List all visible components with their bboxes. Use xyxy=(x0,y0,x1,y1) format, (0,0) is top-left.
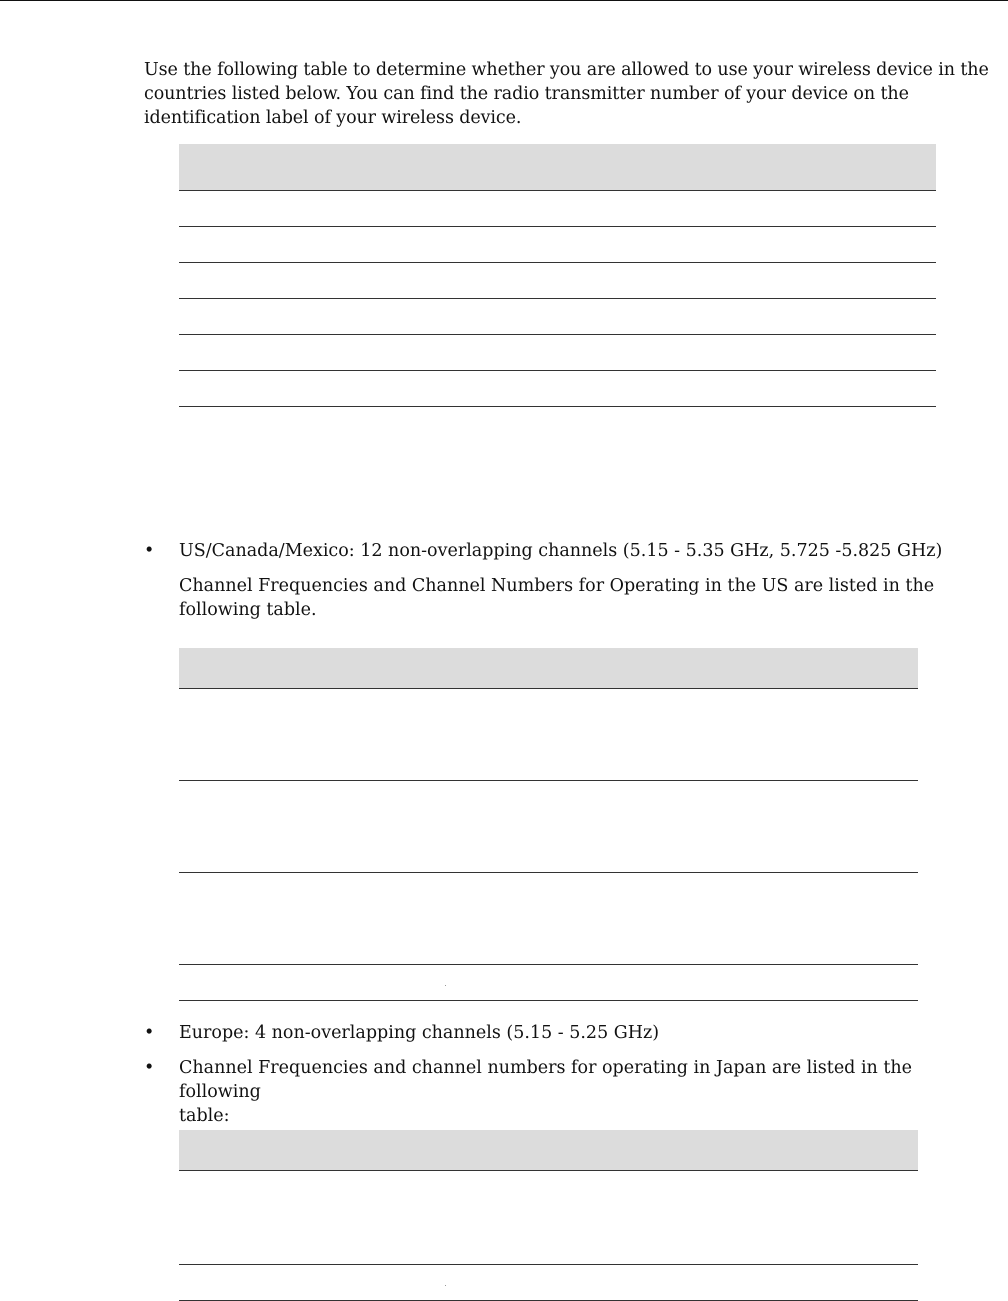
table-cell-mark xyxy=(445,985,446,986)
bullet-europe-text: Europe: 4 non-overlapping channels (5.15 - 5.25 GHz) xyxy=(179,1023,660,1043)
japan-channel-table xyxy=(179,1130,918,1301)
bullet-marker: • xyxy=(144,1023,155,1043)
bullet-japan xyxy=(144,1056,1004,1126)
country-usage-table xyxy=(179,144,936,407)
table-header-row xyxy=(179,144,936,191)
table-row xyxy=(179,299,936,335)
table-row xyxy=(179,965,918,1001)
bullet-japan-text: Channel Frequencies and channel numbers for operating in Japan are listed in the following table: xyxy=(179,1058,913,1126)
table-row xyxy=(179,873,918,965)
intro-paragraph: Use the following table to determine whether you are allowed to use your wireless device in the countries listed below. You can find the radio transmitter number of your device on the identification label of your wireless device. xyxy=(144,60,989,128)
us-table-intro: Channel Frequencies and Channel Numbers for Operating in the US are listed in the following table. xyxy=(179,576,935,620)
bullet-marker: • xyxy=(144,541,155,561)
table-row xyxy=(179,263,936,299)
bullet-marker: • xyxy=(144,1058,155,1078)
table-row xyxy=(179,335,936,371)
table-row xyxy=(179,1265,918,1301)
table-row xyxy=(179,371,936,407)
bullet-us-text: US/Canada/Mexico: 12 non-overlapping channels (5.15 - 5.35 GHz, 5.725 -5.825 GHz) xyxy=(179,541,943,561)
bullet-us xyxy=(144,539,1004,563)
table-header-row xyxy=(179,1130,918,1171)
table-row xyxy=(179,191,936,227)
table-cell-mark xyxy=(445,1285,446,1286)
table-row xyxy=(179,689,918,781)
table-row xyxy=(179,781,918,873)
page-top-rule xyxy=(0,0,1008,1)
table-header-row xyxy=(179,648,918,689)
bullet-europe xyxy=(144,1021,1004,1045)
us-channel-table xyxy=(179,648,918,1001)
table-row xyxy=(179,1171,918,1265)
table-row xyxy=(179,227,936,263)
